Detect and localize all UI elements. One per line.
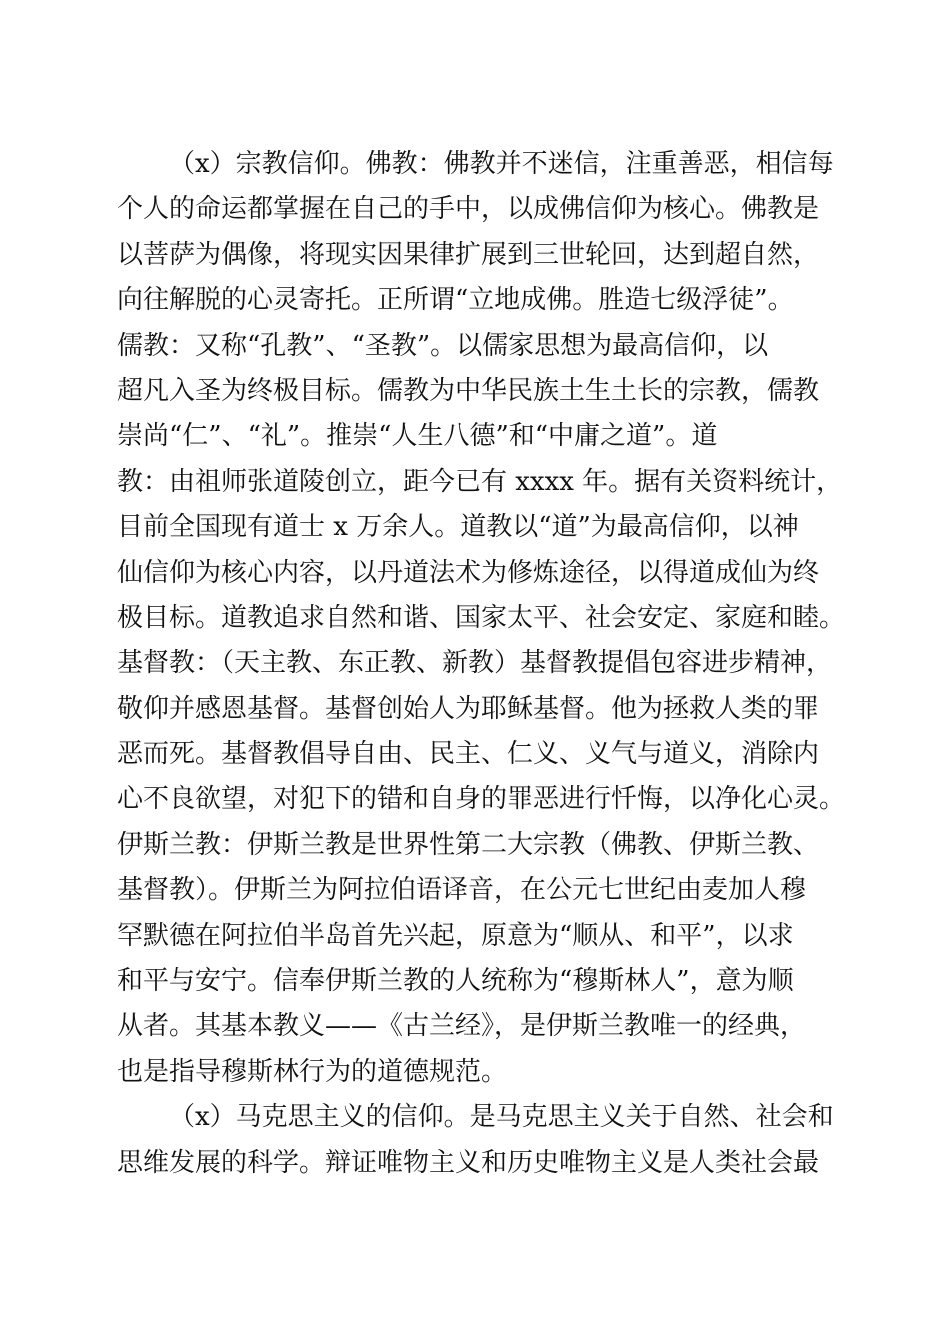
text-line: 伊斯兰教：伊斯兰教是世界性第二大宗教（佛教、伊斯兰教、	[117, 829, 820, 860]
text-line: 儒教：又称“孔教”、“圣教”。以儒家思想为最高信仰，以	[117, 330, 769, 361]
text-line: 向往解脱的心灵寄托。正所谓“立地成佛。胜造七级浮徒”。	[117, 285, 794, 316]
text-line: 基督教：（天主教、东正教、新教）基督教提倡包容进步精神，	[117, 648, 833, 679]
text-line: 恶而死。基督教倡导自由、民主、仁义、义气与道义，消除内	[117, 739, 820, 770]
document-body	[117, 142, 846, 1186]
text-line: 崇尚“仁”、“礼”。推崇“人生八德”和“中庸之道”。道	[117, 421, 718, 452]
paragraph-marxism-belief	[117, 1095, 837, 1186]
text-line: 目前全国现有道士 x 万余人。道教以“道”为最高信仰，以神	[117, 512, 799, 543]
text-line: 个人的命运都掌握在自己的手中，以成佛信仰为核心。佛教是	[117, 194, 820, 225]
text-line: 以菩萨为偶像，将现实因果律扩展到三世轮回，达到超自然，	[117, 239, 820, 270]
paragraph-religious-beliefs	[117, 142, 846, 1095]
text-line: （x）马克思主义的信仰。是马克思主义关于自然、社会和	[169, 1102, 834, 1133]
text-line: 也是指导穆斯林行为的道德规范。	[117, 1056, 508, 1087]
text-line: 从者。其基本教义——《古兰经》，是伊斯兰教唯一的经典，	[117, 1011, 807, 1042]
text-line: 基督教）。伊斯兰为阿拉伯语译音，在公元七世纪由麦加人穆	[117, 875, 807, 906]
text-line: 仙信仰为核心内容，以丹道法术为修炼途径，以得道成仙为终	[117, 557, 820, 588]
text-line: 教：由祖师张道陵创立，距今已有 xxxx 年。据有关资料统计，	[117, 466, 843, 497]
text-line: 极目标。道教追求自然和谐、国家太平、社会安定、家庭和睦。	[117, 602, 846, 633]
text-line: 和平与安宁。信奉伊斯兰教的人统称为“穆斯林人”，意为顺	[117, 966, 794, 997]
text-line: 敬仰并感恩基督。基督创始人为耶稣基督。他为拯救人类的罪	[117, 693, 820, 724]
text-line: 超凡入圣为终极目标。儒教为中华民族土生土长的宗教，儒教	[117, 375, 820, 406]
text-line: 罕默德在阿拉伯半岛首先兴起，原意为“顺从、和平”，以求	[117, 920, 794, 951]
text-line: 思维发展的科学。辩证唯物主义和历史唯物主义是人类社会最	[117, 1147, 820, 1178]
text-line: （x）宗教信仰。佛教：佛教并不迷信，注重善恶，相信每	[169, 149, 834, 179]
text-line: 心不良欲望，对犯下的错和自身的罪恶进行忏悔，以净化心灵。	[117, 784, 846, 815]
